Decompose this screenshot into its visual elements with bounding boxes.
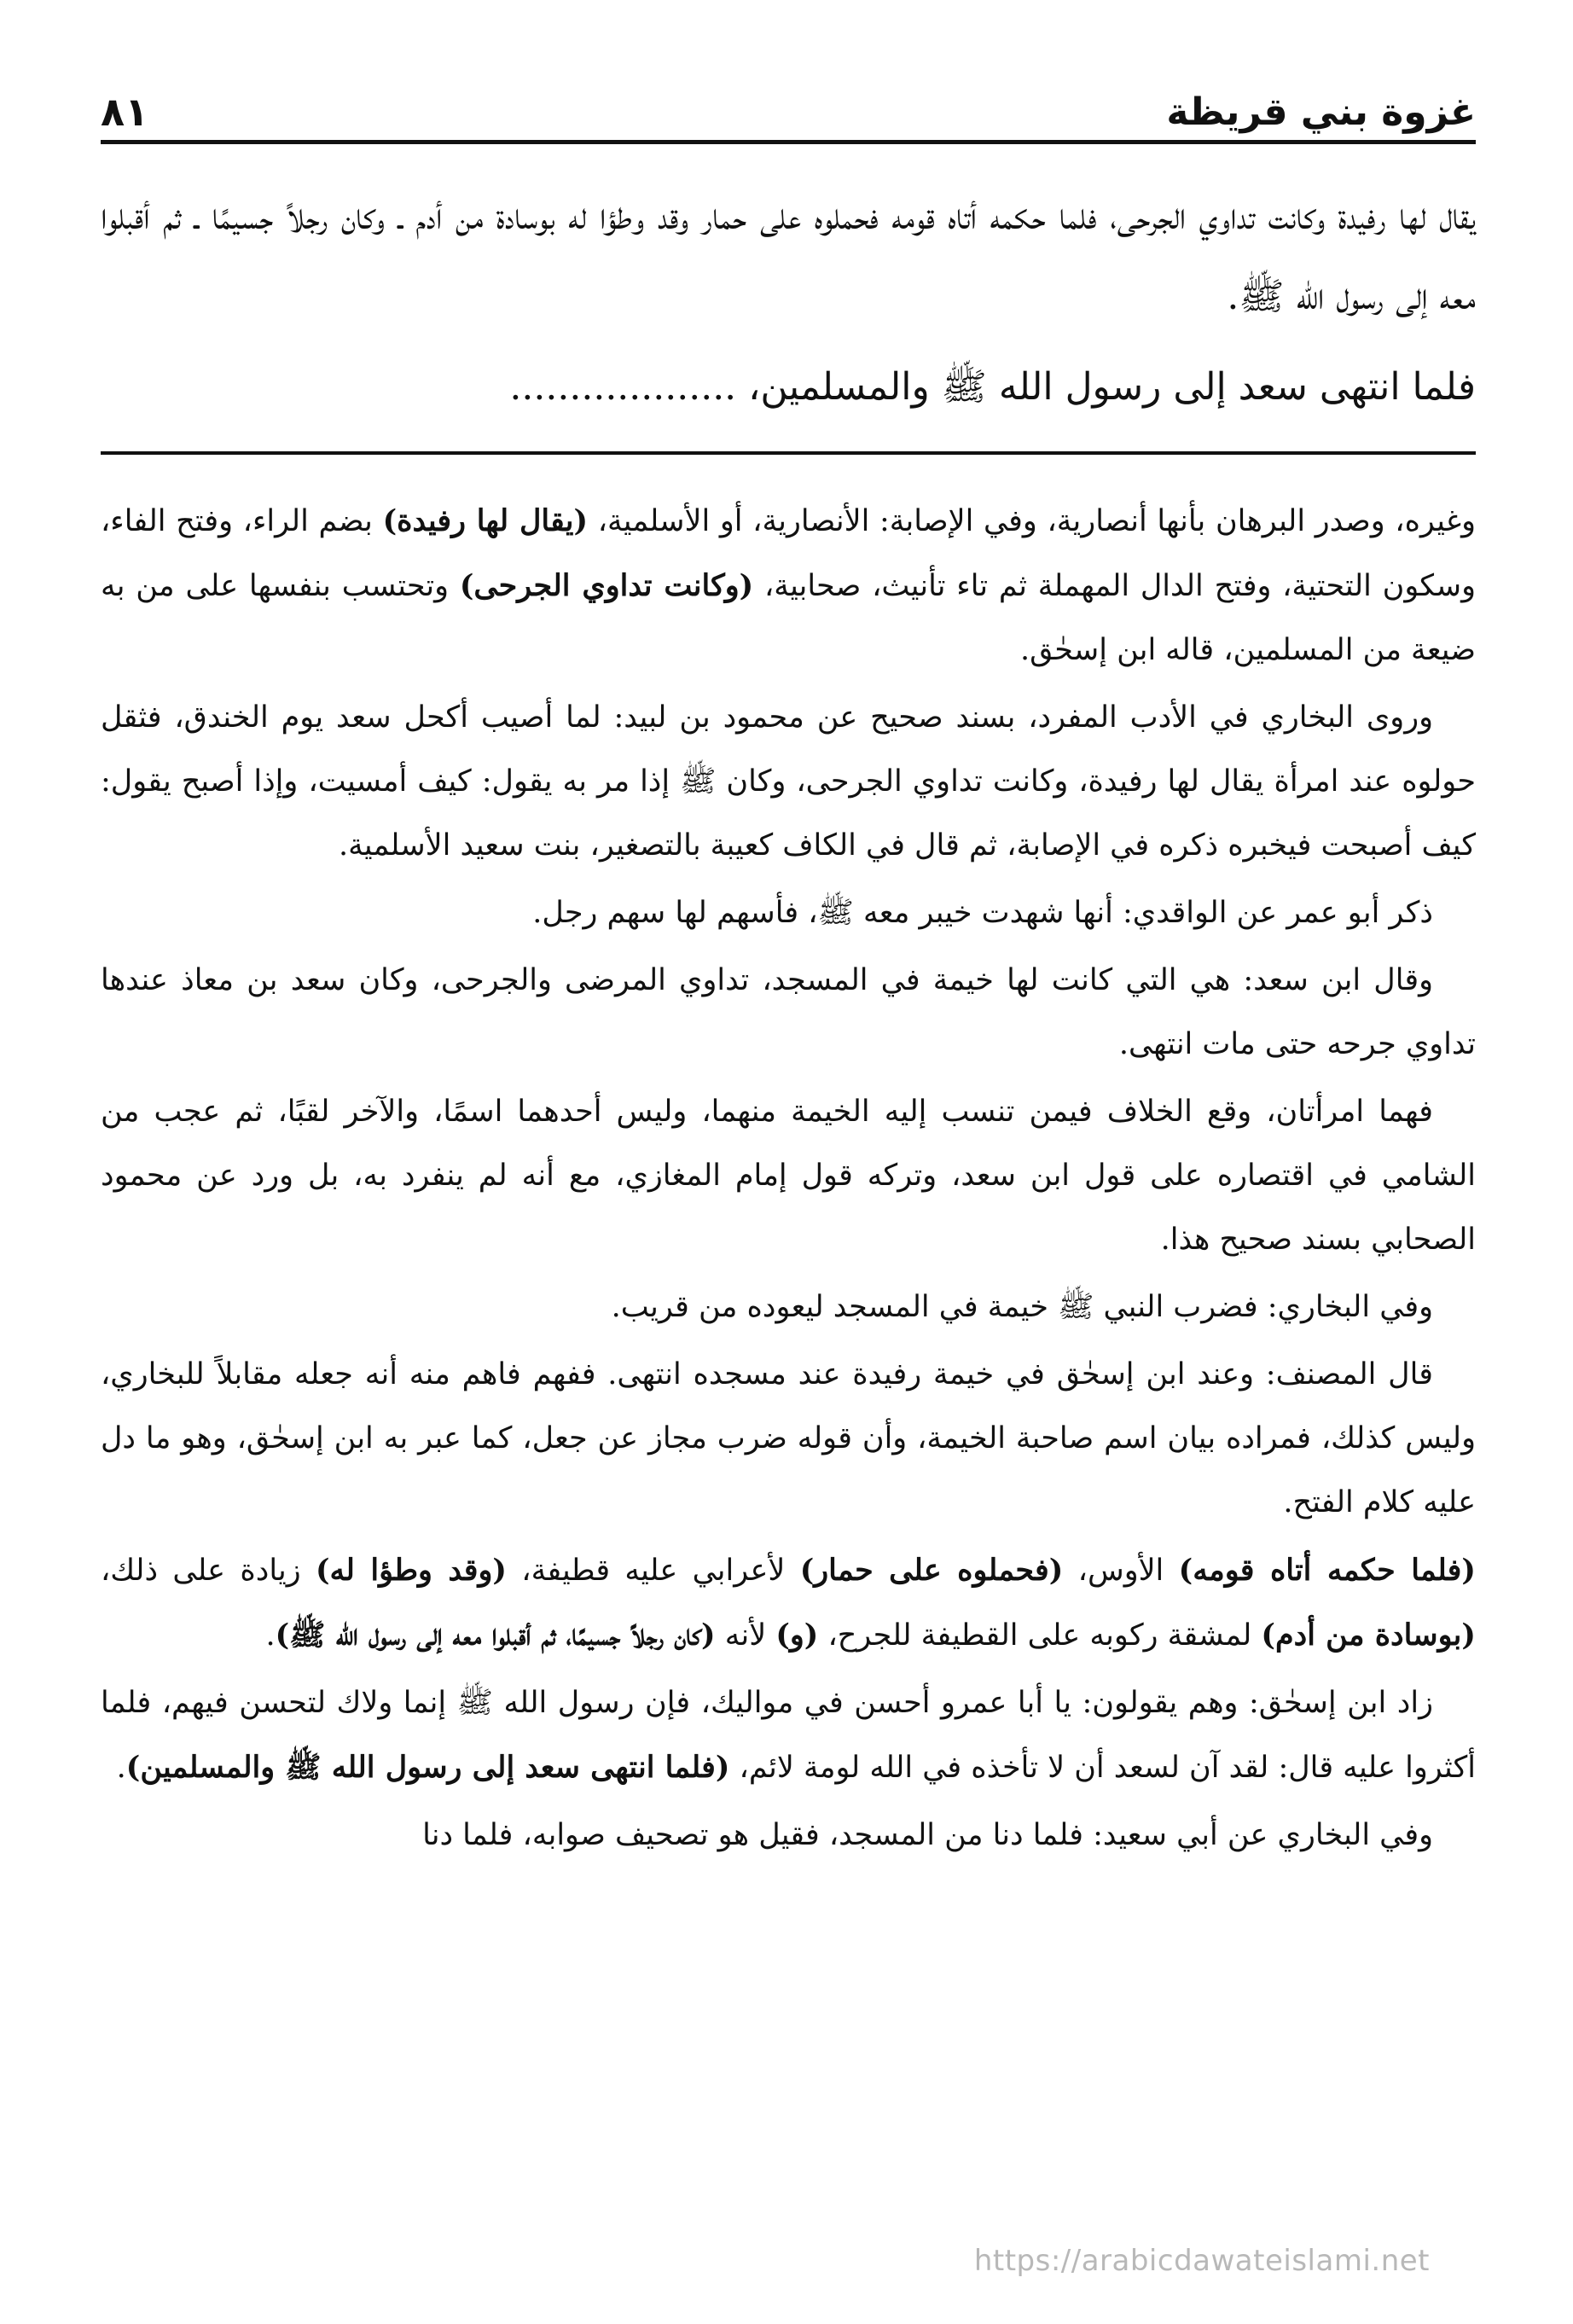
section-divider [101,451,1476,455]
text-run: لمشقة ركوبه على القطيفة للجرح، [818,1618,1262,1653]
quoted-text: (كان رجلاً جسيمًا، ثم أقبلوا معه إلى رسول الله ﷺ) [275,1618,716,1653]
text-run: وغيره، وصدر البرهان بأنها أنصارية، وفي الإصابة: الأنصارية، أو الأسلمية، [588,504,1476,538]
quoted-text: (وكانت تداوي الجرحى) [459,568,754,603]
quoted-text: (و) [775,1618,819,1653]
commentary-paragraph: وقال ابن سعد: هي التي كانت لها خيمة في المسجد، تداوي المرضى والجرحى، وكان سعد بن معاذ عندها تداوي جرحه حتى مات انتهى. [101,963,1476,1061]
text-run: لأعرابي عليه قطيفة، [506,1554,800,1588]
commentary-paragraph [101,489,1476,683]
commentary [101,489,1476,1868]
commentary-paragraph: وفي البخاري عن أبي سعيد: فلما دنا من المسجد، فقيل هو تصحيف صوابه، فلما دنا [422,1818,1433,1852]
text-run: زاد ابن إسحٰق: وهم يقولون: يا أبا عمرو أحسن في مواليك، فإن رسول الله ﷺ إنما ولاك لتحسن فيهم، فلما أكثروا عليه قال: لقد آن لسعد أن لا تأخذه في الله لومة لائم، [101,1686,1476,1785]
commentary-paragraph: قال المصنف: وعند ابن إسحٰق في خيمة رفيدة عند مسجده انتهى. ففهم فاهم منه أنه جعله مقابلاً للبخاري، وليس كذلك، فمراده بيان اسم صاحبة الخيمة، وأن قوله ضرب مجاز عن جعل، كما عبر به ابن إسحٰق، وهو ما دل عليه كلام الفتح. [101,1357,1476,1519]
text-run: . [116,1751,126,1785]
quoted-text: (يقال لها رفيدة) [382,503,589,538]
page-header [101,68,1476,144]
watermark-url: https://arabicdawateislami.net [973,2244,1430,2278]
page-number: ٨١ [101,89,149,135]
text-run: الأوس، [1063,1554,1179,1588]
main-paragraph: فلما انتهى سعد إلى رسول الله ﷺ والمسلمين، ................... [509,365,1476,409]
commentary-paragraph: وفي البخاري: فضرب النبي ﷺ خيمة في المسجد ليعوده من قريب. [611,1290,1433,1324]
running-title: غزوة بني قريظة [1166,90,1476,134]
main-text [101,177,1476,427]
commentary-paragraph: فهما امرأتان، وقع الخلاف فيمن تنسب إليه الخيمة منهما، وليس أحدهما اسمًا، والآخر لقبًا، ثم عجب من الشامي في اقتصاره على قول ابن سعد، وتركه قول إمام المغازي، مع أنه لم ينفرد به، بل ورد عن محمود الصحابي بسند صحيح هذا. [101,1095,1476,1257]
text-run: وتحتسب بنفسها على من به ضيعة من المسلمين، قاله ابن إسحٰق. [101,569,1476,667]
text-run: بضم الراء، وفتح الفاء، وسكون التحتية، وفتح الدال المهملة ثم تاء تأنيث، صحابية، [101,504,1476,603]
commentary-paragraph [101,1538,1476,1668]
text-run: زيادة على ذلك، [101,1554,316,1588]
quoted-text: (فحملوه على حمار) [799,1553,1064,1588]
text-run: . [265,1618,276,1653]
quoted-text: (بوسادة من أدم) [1261,1618,1476,1653]
quoted-text: (فلما حكمه أتاه قومه) [1178,1553,1476,1588]
document-page [101,68,1476,2252]
commentary-paragraph [101,1671,1476,1800]
commentary-paragraph: ذكر أبو عمر عن الواقدي: أنها شهدت خيبر معه ﷺ، فأسهم لها سهم رجل. [532,896,1433,930]
quoted-text: (وقد وطؤا له) [315,1553,507,1588]
commentary-paragraph: وروى البخاري في الأدب المفرد، بسند صحيح عن محمود بن لبيد: لما أصيب أكحل سعد يوم الخندق، فثقل حولوه عند امرأة يقال لها رفيدة، وكانت تداوي الجرحى، وكان ﷺ إذا مر به يقول: كيف أمسيت، وإذا أصبح يقول: كيف أصبحت فيخبره ذكره في الإصابة، ثم قال في الكاف كعيبة بالتصغير، بنت سعيد الأسلمية. [101,700,1476,863]
text-run: لأنه [715,1618,776,1653]
quoted-text: (فلما انتهى سعد إلى رسول الله ﷺ والمسلمين) [125,1750,730,1785]
main-paragraph: يقال لها رفيدة وكانت تداوي الجرحى، فلما حكمه أتاه قومه فحملوه على حمار وقد وطؤا له بوسادة من أدم ـ وكان رجلاً جسيمًا ـ ثم أقبلوا معه إلى رسول الله ﷺ. [101,195,1476,318]
